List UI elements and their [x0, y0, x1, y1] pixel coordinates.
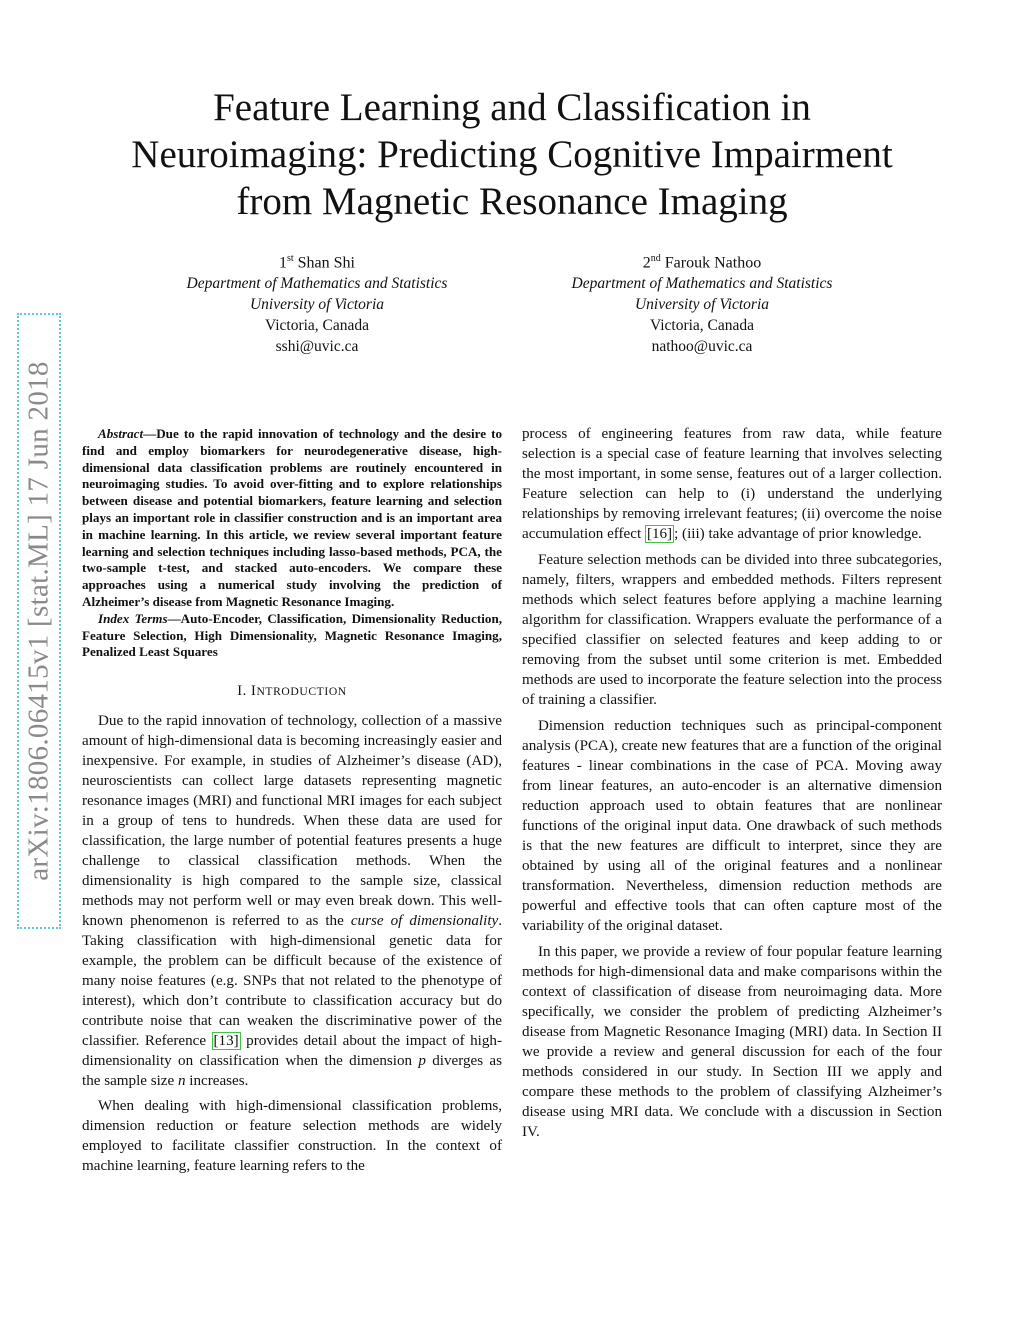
intro-paragraph-2: When dealing with high-dimensional classification problems, dimension reduction or feature selection methods are widely employed to facilitate classifier construction. In the context of machine learning, feature learning refers to the [82, 1098, 502, 1175]
author-name: 1st Shan Shi [278, 253, 355, 272]
author-location: Victoria, Canada [649, 317, 755, 335]
section-heading-introduction: I. INTRODUCTION [237, 683, 347, 700]
author-department: Department of Mathematics and Statistics [571, 275, 833, 293]
author-location: Victoria, Canada [264, 317, 370, 335]
author-block-1 [127, 248, 507, 357]
body-paragraph: Dimension reduction techniques such as principal-component analysis (PCA), create new features that are a function of the original features - linear combinations in the case of PCA. Moving away from linear features, an auto-encoder is an alternative dimension reduction approach used to obtain features that are nonlinear functions of the original input data. One drawback of such methods is that the new features are difficult to interpret, since they are obtained by using all of the original features and a nonlinear transformation. Nevertheless, dimension reduction methods are powerful and effective tools that can often capture most of the variability of the original dataset. [522, 718, 942, 934]
author-university: University of Victoria [249, 296, 385, 314]
left-column [82, 426, 502, 1176]
author-department: Department of Mathematics and Statistics [186, 275, 448, 293]
arxiv-identifier-stamp [17, 313, 61, 929]
body-paragraph: In this paper, we provide a review of four popular feature learning methods for high-dimensional data and make comparisons within the context of classification of disease from neuroimaging data. More specifically, we consider the problem of predicting Alzheimer’s disease from Magnetic Resonance Imaging (MRI) data. In Section II we provide a review and general discussion for each of the four methods considered in our study. In Section III we apply and compare these methods to the problem of classifying Alzheimer’s disease using MRI data. We conclude with a discussion in Section IV. [522, 944, 942, 1140]
author-email: nathoo@uvic.ca [651, 338, 753, 356]
title-line: from Magnetic Resonance Imaging [236, 180, 788, 223]
intro-paragraph-1: Due to the rapid innovation of technology, collection of a massive amount of high-dimensional data is becoming increasingly easier and inexpensive. For example, in studies of Alzheimer’s disease (AD), neuroscientists can collect large datasets representing magnetic resonance images (MRI) and functional MRI images for each subject in a group of tens to hundreds. When these data are used for classification, the large number of potential features presents a huge challenge to classical classification methods. When the dimensionality is high compared to the sample size, classical methods may not perform well or may even break down. This well-known phenomenon is referred to as the curse of dimensionality. Taking classification with high-dimensional genetic data for example, the problem can be difficult because of the existence of many noise features (e.g. SNPs that not related to the phenotype of interest), which don’t contribute to classification accuracy but do contribute noise that can weaken the discriminative power of the classifier. Reference [13] provides detail about the impact of high-dimensionality on classification when the dimension p diverges as the sample size n increases. [82, 713, 502, 1090]
citation-link[interactable]: [13] [213, 1033, 239, 1050]
right-column [522, 424, 942, 1142]
title-line: Feature Learning and Classification in [213, 86, 811, 129]
arxiv-identifier: arXiv:1806.06415v1 [stat.ML] 17 Jun 2018 [22, 361, 55, 881]
title-line: Neuroimaging: Predicting Cognitive Impairment [131, 133, 893, 176]
body-paragraph: Feature selection methods can be divided into three subcategories, namely, filters, wrappers and embedded methods. Filters represent methods which select features before applying a machine learning algorithm for classification. Wrappers evaluate the performance of a specified classifier on selected features and keep adding to or removing from the subset until some criterion is met. Embedded methods are used to incorporate the feature selection into the process of training a classifier. [522, 552, 942, 708]
author-name: 2nd Farouk Nathoo [642, 253, 762, 272]
citation-link[interactable]: [16] [646, 526, 673, 542]
paper-title [90, 84, 934, 225]
body-paragraph: process of engineering features from raw data, while feature selection is a special case of feature learning that involves selecting the most important, in some sense, features out of a larger collection. Feature selection can help to (i) understand the underlying relationships by removing irrelevant features; (ii) overcome the noise accumulation effect [16] ; (iii) take advantage of prior knowledge. [522, 426, 942, 542]
author-block-2 [512, 248, 892, 357]
index-terms: Index Terms—Auto-Encoder, Classification, Dimensionality Reduction, Feature Selection, High Dimensionality, Magnetic Resonance Imaging, Penalized Least Squares [82, 610, 502, 660]
author-email: sshi@uvic.ca [275, 338, 359, 356]
author-university: University of Victoria [634, 296, 770, 314]
abstract: Abstract—Due to the rapid innovation of technology and the desire to find and employ biomarkers for neurodegenerative disease, high-dimensional data classification problems are routinely encountered in neuroimaging studies. To avoid over-fitting and to explore relationships between disease and potential biomarkers, feature learning and selection plays an important role in classifier construction and is an important area in machine learning. In this article, we review several important feature learning and selection techniques including lasso-based methods, PCA, the two-sample t-test, and stacked auto-encoders. We compare these approaches using a numerical study involving the prediction of Alzheimer’s disease from Magnetic Resonance Imaging. [82, 426, 502, 609]
